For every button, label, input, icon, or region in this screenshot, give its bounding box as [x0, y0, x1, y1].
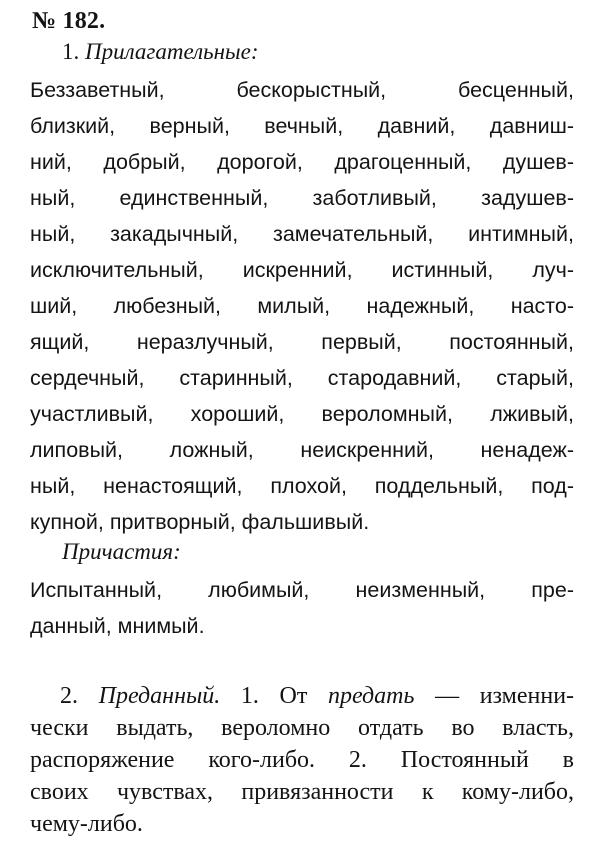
part2-number: 2. [60, 683, 78, 709]
part1-label-adjectives: Прилагательные: [85, 39, 259, 64]
part2-line-4: своих чувствах, привязанности к кому-либо, [30, 779, 574, 805]
part2-def1-number: 1. От [240, 683, 308, 709]
part2-def1-source-word: предать [327, 683, 415, 709]
part2-line-5: чему-либо. [30, 811, 143, 837]
participles-heading [62, 538, 181, 566]
adjective-line-3: ний, добрый, дорогой, драгоценный, душев- [30, 150, 574, 174]
adjective-line-9: сердечный, старинный, стародавний, старый, [30, 366, 574, 390]
part2-line-3: распоряжение кого-либо. 2. Постоянный в [30, 747, 574, 773]
part2-word: Преданный. [98, 683, 221, 709]
part1-heading [62, 38, 259, 66]
adjective-line-11: липовый, ложный, неискренний, ненадеж- [30, 438, 574, 462]
exercise-number: № 182. [32, 8, 106, 34]
part2-def1-rest: — изменни- [435, 683, 575, 709]
participle-line-1: Испытанный, любимый, неизменный, пре- [30, 578, 574, 602]
adjective-line-7: ший, любезный, милый, надежный, насто- [30, 294, 574, 318]
adjective-line-8: ящий, неразлучный, первый, постоянный, [30, 330, 574, 354]
adjective-line-1: Беззаветный, бескорыстный, бесценный, [30, 78, 574, 102]
adjective-line-10: участливый, хороший, вероломный, лживый, [30, 402, 574, 426]
adjective-line-13: купной, притворный, фальшивый. [30, 510, 370, 534]
part2-line-2: чески выдать, вероломно отдать во власть, [30, 715, 574, 741]
adjective-line-6: исключительный, искренний, истинный, луч- [30, 258, 574, 282]
participles-label: Причастия: [62, 539, 181, 564]
adjective-line-12: ный, ненастоящий, плохой, поддельный, под- [30, 474, 574, 498]
part2-first-line [30, 680, 574, 712]
adjective-line-5: ный, закадычный, замечательный, интимный, [30, 222, 574, 246]
adjective-line-2: близкий, верный, вечный, давний, давниш- [30, 114, 574, 138]
participle-line-2: данный, мнимый. [30, 614, 205, 638]
part1-number: 1. [62, 39, 80, 64]
adjective-line-4: ный, единственный, заботливый, задушев- [30, 186, 574, 210]
